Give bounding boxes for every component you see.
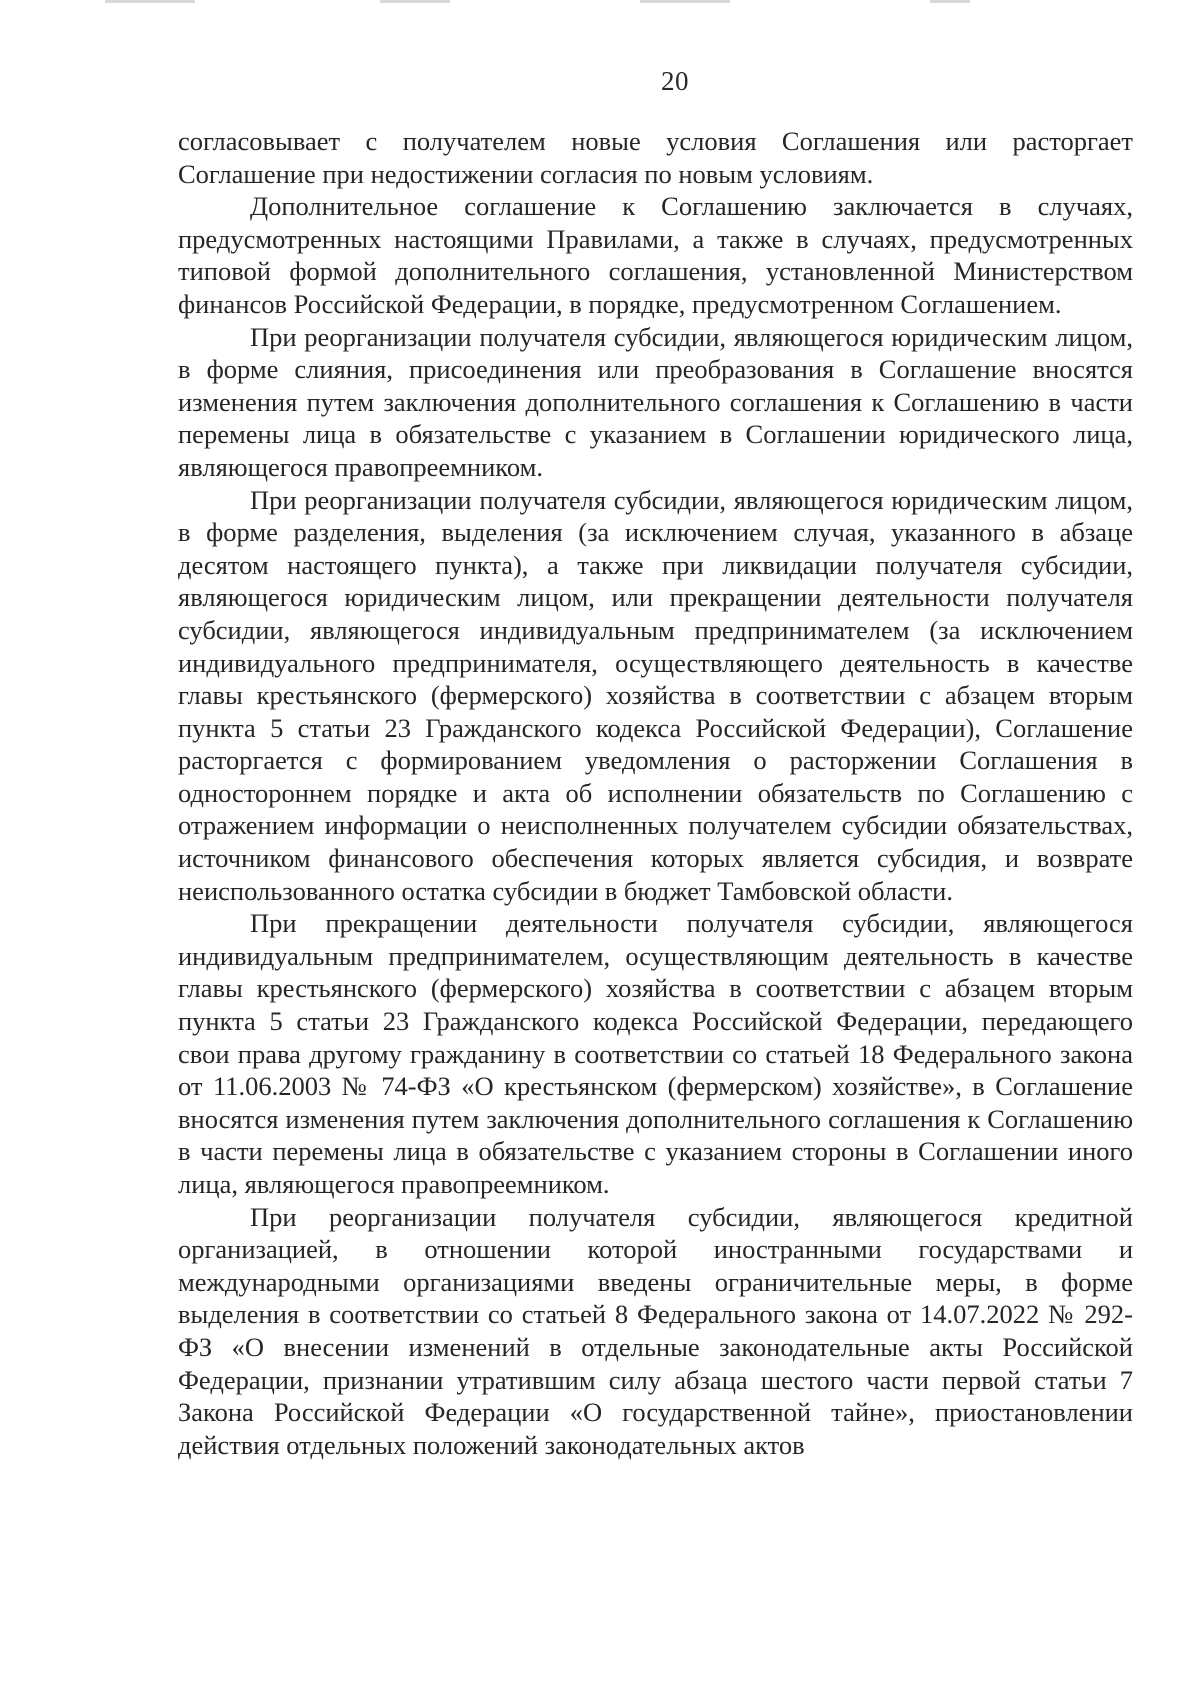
scan-edge-mark	[105, 0, 195, 3]
paragraph-reorganization-division: При реорганизации получателя субсидии, являющегося юридическим лицом, в форме разделения, выделения (за исключением случая, указанного в абзаце десятом настоящего пункта), а также при ликвидации получателя субсидии, являющегося юридическим лицом, или прекращении деятельности получателя субсидии, являющегося индивидуальным предпринимателем (за исключением индивидуального предпринимателя, осуществляющего деятельность в качестве главы крестьянского (фермерского) хозяйства в соответствии с абзацем вторым пункта 5 статьи 23 Гражданского кодекса Российской Федерации), Соглашение расторгается с формированием уведомления о расторжении Соглашения в одностороннем порядке и акта об исполнении обязательств по Соглашению с отражением информации о неисполненных получателем субсидии обязательствах, источником финансового обеспечения которых является субсидия, и возврате неиспользованного остатка субсидии в бюджет Тамбовской области.	[178, 484, 1133, 906]
scan-edge-mark	[930, 0, 970, 3]
document-body	[178, 125, 1133, 1461]
page-number: 20	[661, 66, 689, 96]
paragraph-additional-agreement: Дополнительное соглашение к Соглашению заключается в случаях, предусмотренных настоящими Правилами, а также в случаях, предусмотренных типовой формой дополнительного соглашения, установленной Министерством финансов Российской Федерации, в порядке, предусмотренном Соглашением.	[178, 191, 1133, 319]
paragraph-credit-organization: При реорганизации получателя субсидии, являющегося кредитной организацией, в отношении которой иностранными государствами и международными организациями введены ограничительные меры, в форме выделения в соответствии со статьей 8 Федерального закона от 14.07.2022 № 292-ФЗ «О внесении изменений в отдельные законодательные акты Российской Федерации, признании утратившим силу абзаца шестого части первой статьи 7 Закона Российской Федерации «О государственной тайне», приостановлении действия отдельных положений законодательных актов	[178, 1201, 1133, 1460]
paragraph-reorganization-merger: При реорганизации получателя субсидии, являющегося юридическим лицом, в форме слияния, присоединения или преобразования в Соглашение вносятся изменения путем заключения дополнительного соглашения к Соглашению в части перемены лица в обязательстве с указанием в Соглашении юридического лица, являющегося правопреемником.	[178, 321, 1133, 482]
paragraph-farm-termination: При прекращении деятельности получателя субсидии, являющегося индивидуальным предпринимателем, осуществляющим деятельность в качестве главы крестьянского (фермерского) хозяйства в соответствии с абзацем вторым пункта 5 статьи 23 Гражданского кодекса Российской Федерации, передающего свои права другому гражданину в соответствии со статьей 18 Федерального закона от 11.06.2003 № 74-ФЗ «О крестьянском (фермерском) хозяйстве», в Соглашение вносятся изменения путем заключения дополнительного соглашения к Соглашению в части перемены лица в обязательстве с указанием стороны в Соглашении иного лица, являющегося правопреемником.	[178, 908, 1133, 1199]
scan-edge-mark	[380, 0, 450, 3]
scan-edge-mark	[640, 0, 730, 3]
paragraph-continuation: согласовывает с получателем новые условия Соглашения или расторгает Соглашение при недостижении согласия по новым условиям.	[178, 126, 1133, 189]
